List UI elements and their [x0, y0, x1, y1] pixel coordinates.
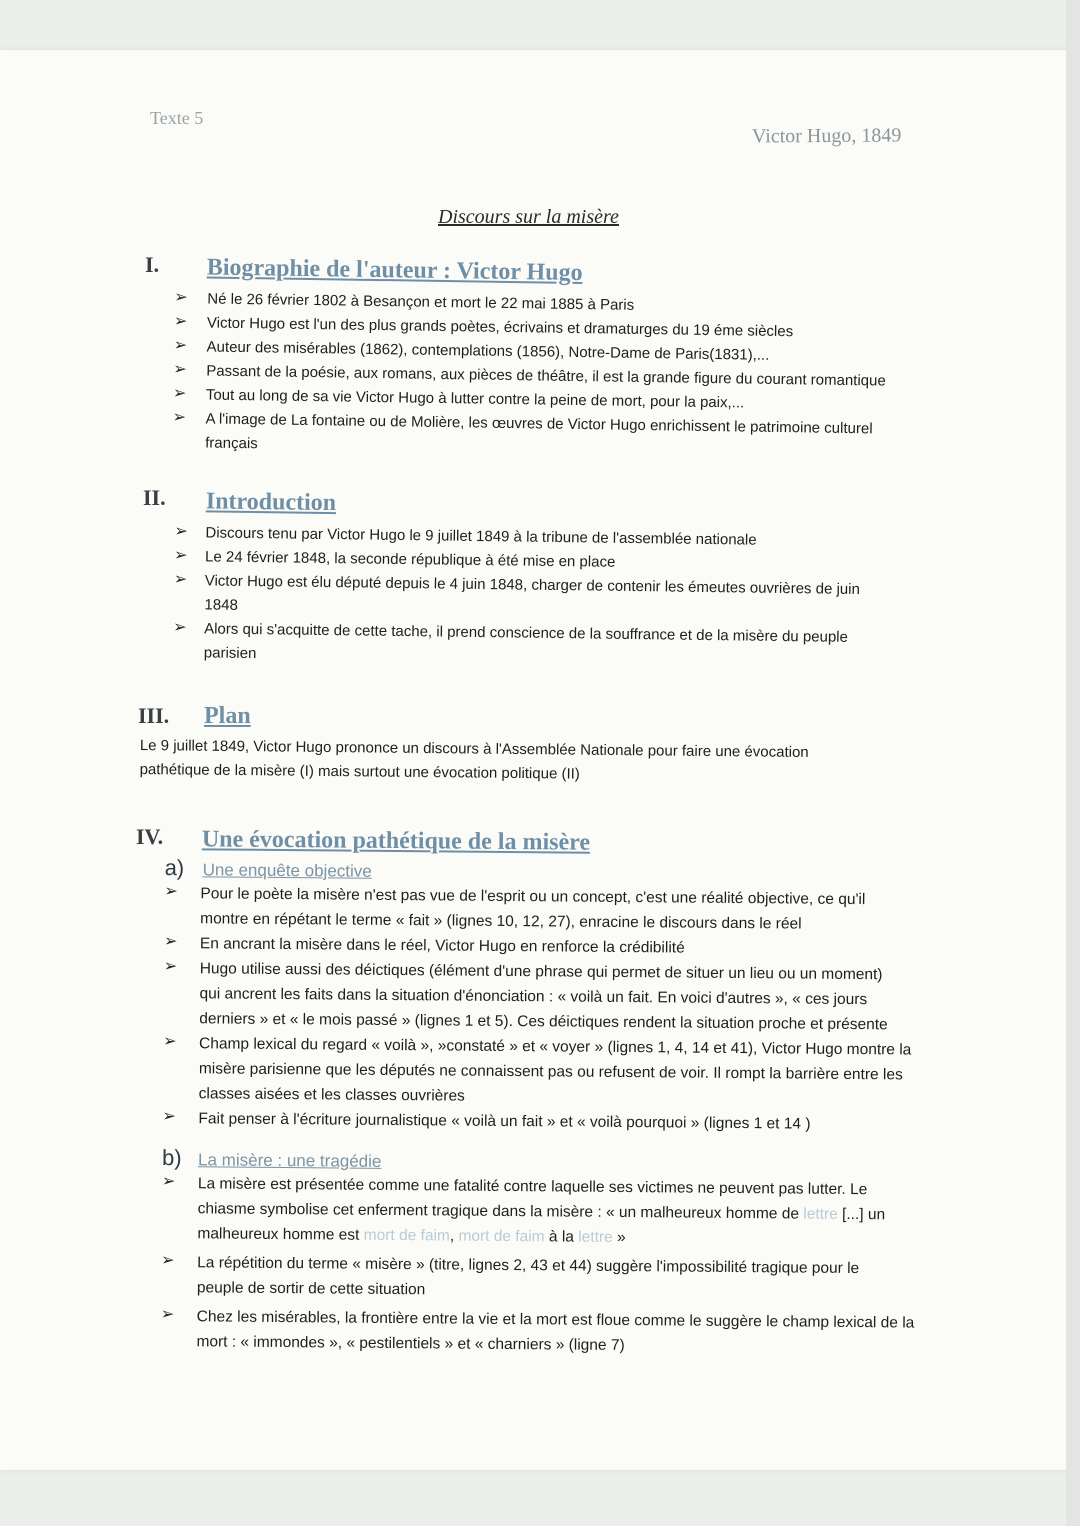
list-item: ➢ Victor Hugo est élu député depuis le 4 juin 1848, charger de contenir les émeutes ouvrières de juin 1848: [173, 569, 894, 626]
list-item: ➢ A l'image de La fontaine ou de Molière, les œuvres de Victor Hugo enrichissent le patrimoine culturel français: [172, 407, 913, 466]
faded-text: lettre: [803, 1205, 838, 1223]
text-label: Texte 5: [150, 108, 204, 128]
list-item: ➢ Champ lexical du regard « voilà », »constaté » et « voyer » (lignes 1, 4, 14 et 41), Victor Hugo montre la misère parisienne que les députés ne connaissent pas ou refusent de voir. Il rompt la barrière entre les classes aisées et les classes ouvrières: [163, 1032, 912, 1105]
section-number-3: III.: [138, 703, 170, 728]
document-title: Discours sur la misère: [438, 206, 619, 228]
list-item: ➢ Fait penser à l'écriture journalistique « voilà un fait » et « voilà pourquoi » (lignes 1 et 14 ): [162, 1107, 811, 1133]
bullet-icon: ➢: [161, 1172, 176, 1191]
section-title-plan: Plan: [204, 703, 251, 729]
bullet-icon: ➢: [174, 546, 188, 565]
section-title-biography: Biographie de l'auteur : Victor Hugo: [206, 254, 583, 287]
bullet-icon: ➢: [173, 618, 187, 637]
list-item: ➢ Chez les misérables, la frontière entre la vie et la mort est floue comme le suggère le champ lexical de la mort : « immondes », « pestilentiels » et « charniers » (ligne 7): [160, 1305, 915, 1355]
list-item: ➢ Tout au long de sa vie Victor Hugo à lutter contre la peine de mort, pour la paix,...: [172, 384, 745, 412]
section-number-4: IV.: [136, 824, 164, 849]
bullet-icon: ➢: [172, 384, 187, 403]
list-item: ➢ Hugo utilise aussi des déictiques (élément d'une phrase qui permet de situer un lieu ou un moment) qui ancrent les faits dans la situation d'énonciation : « voilà un fait. En voici d'autres », « ces jours derniers » et « le mois passé » (lignes 1 et 5). Ces déictiques rendent la situation proche et présente: [163, 957, 888, 1034]
section-number-1: I.: [145, 252, 160, 277]
section-biography: [172, 254, 915, 466]
bullet-icon: ➢: [164, 882, 178, 901]
faded-text: mort de faim: [458, 1227, 545, 1246]
list-item: ➢ Victor Hugo est l'un des plus grands poètes, écrivains et dramaturges du 19 éme siècles: [173, 312, 794, 341]
list-item: ➢ Alors qui s'acquitte de cette tache, il prend conscience de la souffrance et de la misère du peuple parisien: [173, 617, 894, 674]
list-item: ➢ La répétition du terme « misère » (titre, lignes 2, 43 et 44) suggère l'impossibilité tragique pour le peuple de sortir de cette situation: [161, 1250, 921, 1307]
list-item: ➢ Discours tenu par Victor Hugo le 9 juillet 1849 à la tribune de l'assemblée nationale: [174, 522, 757, 549]
bullet-icon: ➢: [163, 1032, 177, 1051]
list-item: ➢ Le 24 février 1848, la seconde république à été mise en place: [174, 546, 616, 571]
subsection-title-b: La misère : une tragédie: [198, 1150, 382, 1171]
page-edge: [1066, 0, 1080, 1526]
section-introduction: [173, 488, 895, 674]
author-date: Victor Hugo, 1849: [751, 124, 902, 148]
bullet-icon: ➢: [174, 522, 188, 541]
bullet-icon: ➢: [173, 336, 188, 355]
list-item: ➢ Pour le poète la misère n'est pas vue de l'esprit ou un concept, c'est une réalité objective, ce qu'il montre en répétant le terme « fait » (lignes 10, 12, 27), enracine le discours dans le réel: [164, 882, 866, 933]
section-evocation: [160, 826, 925, 1361]
plan-text: Le 9 juillet 1849, Victor Hugo prononce un discours à l'Assemblée Nationale pour faire une évocation pathétique de la misère (I) mais surtout une évocation politique (II): [139, 736, 809, 783]
bullet-icon: ➢: [162, 1107, 176, 1126]
section-number-2: II.: [143, 485, 166, 510]
bullet-icon: ➢: [173, 570, 188, 589]
section-title-evocation: Une évocation pathétique de la misère: [201, 826, 591, 856]
subsection-a-header: a) Une enquête objective: [164, 854, 372, 881]
bullet-icon: ➢: [160, 1305, 175, 1324]
list-item: ➢ Né le 26 février 1802 à Besançon et mort le 22 mai 1885 à Paris: [174, 288, 635, 314]
faded-text: lettre: [578, 1228, 613, 1246]
list-item: ➢ Passant de la poésie, aux romans, aux pièces de théâtre, il est la grande figure du courant romantique: [173, 360, 886, 390]
faded-text: mort de faim: [363, 1226, 450, 1245]
bullet-icon: ➢: [163, 957, 178, 976]
bullet-icon: ➢: [161, 1251, 175, 1270]
subsection-title-a: Une enquête objective: [202, 860, 372, 881]
list-item: ➢ En ancrant la misère dans le réel, Victor Hugo en renforce la crédibilité: [163, 932, 685, 957]
bullet-icon: ➢: [173, 360, 187, 379]
bullet-icon: ➢: [173, 312, 188, 331]
bullet-icon: ➢: [172, 408, 187, 427]
subsection-b-header: b) La misère : une tragédie: [161, 1144, 382, 1171]
list-item: ➢ La misère est présentée comme une fatalité contre laquelle ses victimes ne peuvent pas lutter. Le chiasme symbolise cet enferment tragique dans la misère : « un malheureux homme de lettre [...] un malheureux homme est mort de faim, mort de faim à la lettre »: [161, 1172, 886, 1247]
section-title-introduction: Introduction: [205, 488, 337, 517]
bullet-icon: ➢: [174, 288, 188, 307]
list-item: ➢ Auteur des misérables (1862), contemplations (1856), Notre-Dame de Paris(1831),...: [173, 336, 770, 364]
bullet-icon: ➢: [163, 932, 178, 951]
